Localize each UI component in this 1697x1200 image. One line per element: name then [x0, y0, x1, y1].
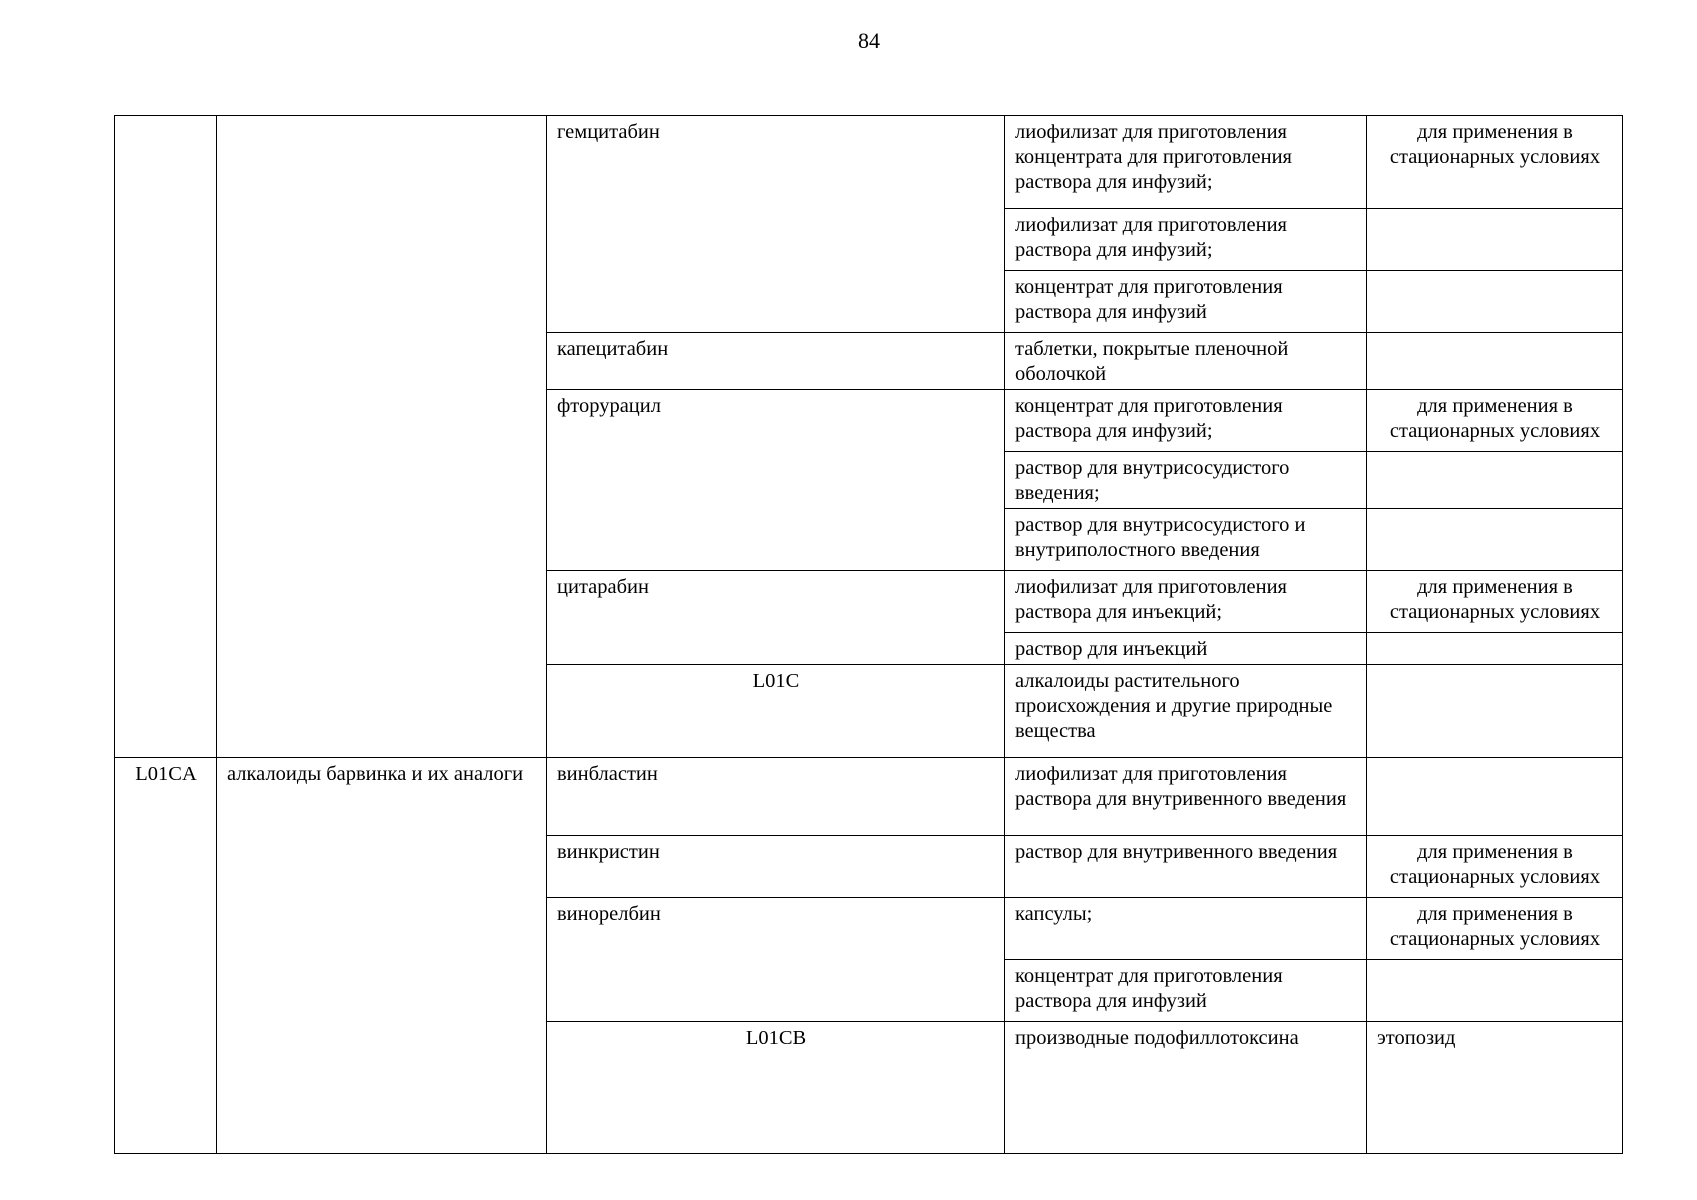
dosage-form-cell: раствор для внутрисосудистого и внутриполостного введения	[1005, 509, 1367, 571]
drug-name-cell: капецитабин	[547, 333, 1005, 390]
drug-name-cell: цитарабин	[547, 571, 1005, 665]
group-name-cell	[217, 116, 547, 758]
condition-note-cell	[1367, 960, 1623, 1022]
drug-name-cell: этопозид	[1367, 1022, 1623, 1154]
drug-name-cell: винкристин	[547, 836, 1005, 898]
table-row	[115, 758, 1623, 836]
group-name-cell: алкалоиды растительного происхождения и другие природные вещества	[1005, 665, 1367, 758]
condition-note-cell	[1367, 633, 1623, 665]
atc-code-cell: L01CB	[547, 1022, 1005, 1154]
condition-note-cell	[1367, 271, 1623, 333]
drug-name-cell: фторурацил	[547, 390, 1005, 571]
drug-table	[114, 115, 1623, 1154]
dosage-form-cell: лиофилизат для приготовления концентрата для приготовления раствора для инфузий;	[1005, 116, 1367, 209]
drug-name-cell: винбластин	[547, 758, 1005, 836]
dosage-form-cell: лиофилизат для приготовления раствора для инъекций;	[1005, 571, 1367, 633]
dosage-form-cell: таблетки, покрытые пленочной оболочкой	[1005, 333, 1367, 390]
condition-note-cell	[1367, 452, 1623, 509]
condition-note-cell: для применения в стационарных условиях	[1367, 898, 1623, 960]
condition-note-cell: для применения в стационарных условиях	[1367, 571, 1623, 633]
atc-code-cell: L01CA	[115, 758, 217, 1154]
condition-note-cell	[1367, 209, 1623, 271]
group-name-cell: производные подофиллотоксина	[1005, 1022, 1367, 1154]
dosage-form-cell: раствор для внутривенного введения	[1005, 836, 1367, 898]
condition-note-cell: для применения в стационарных условиях	[1367, 836, 1623, 898]
dosage-form-cell: лиофилизат для приготовления раствора для внутривенного введения	[1005, 758, 1367, 836]
condition-note-cell: для применения в стационарных условиях	[1367, 390, 1623, 452]
dosage-form-cell: концентрат для приготовления раствора для инфузий	[1005, 960, 1367, 1022]
condition-note-cell	[1367, 758, 1623, 836]
condition-note-cell	[1367, 333, 1623, 390]
group-name-cell: алкалоиды барвинка и их аналоги	[217, 758, 547, 1154]
dosage-form-cell: раствор для инъекций	[1005, 633, 1367, 665]
table-row	[115, 116, 1623, 209]
page-number: 84	[858, 28, 880, 53]
atc-code-cell: L01C	[547, 665, 1005, 758]
atc-code-cell	[115, 116, 217, 758]
condition-note-cell: для применения в стационарных условиях	[1367, 116, 1623, 209]
dosage-form-cell: концентрат для приготовления раствора для инфузий;	[1005, 390, 1367, 452]
dosage-form-cell: раствор для внутрисосудистого введения;	[1005, 452, 1367, 509]
condition-note-cell	[1367, 509, 1623, 571]
dosage-form-cell: лиофилизат для приготовления раствора для инфузий;	[1005, 209, 1367, 271]
drug-name-cell: винорелбин	[547, 898, 1005, 1022]
drug-name-cell	[1367, 665, 1623, 758]
dosage-form-cell: концентрат для приготовления раствора для инфузий	[1005, 271, 1367, 333]
drug-name-cell: гемцитабин	[547, 116, 1005, 333]
dosage-form-cell: капсулы;	[1005, 898, 1367, 960]
